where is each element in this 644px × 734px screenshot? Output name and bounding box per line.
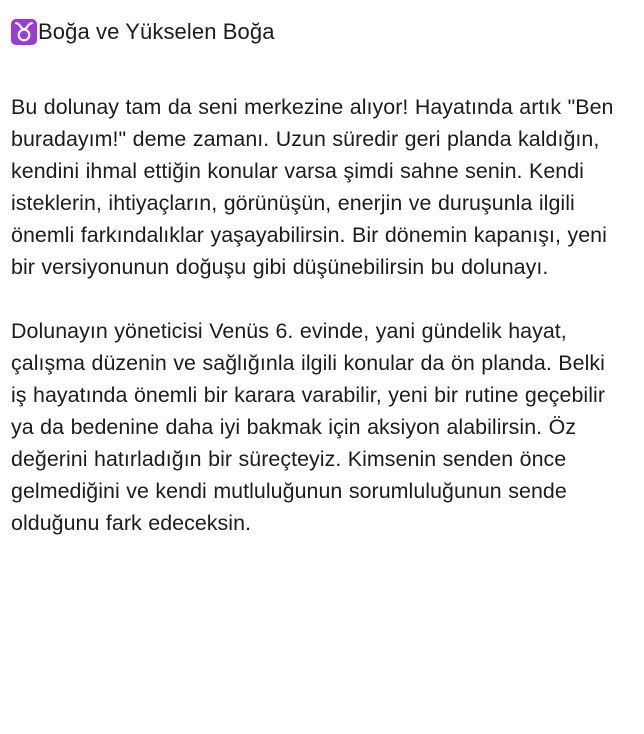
taurus-icon (11, 19, 37, 45)
paragraph-intro: Bu dolunay tam da seni merkezine alıyor! Hayatında artık "Ben buradayım!" deme zamanı. Uzun süredir geri planda kaldığın, kendini ihmal ettiğin konular varsa şimdi sahne senin. Kendi isteklerin, ihtiyaçların, görünüşün, enerjin ve duruşunla ilgili önemli farkındalıklar yaşayabilirsin. Bir dönemin kapanışı, yeni bir versiyonunun doğuşu gibi düşünebilirsin bu dolunayı. (11, 95, 614, 279)
paragraph-venus: Dolunayın yöneticisi Venüs 6. evinde, yani gündelik hayat, çalışma düzenin ve sağlığınla ilgili konular da ön planda. Belki iş hayatında önemli bir karara varabilir, yeni bir rutine geçebilir ya da bedenine daha iyi bakmak için aksiyon alabilirsin. Öz değerini hatırladığın bir süreçteyiz. Kimsenin senden önce gelmediğini ve kendi mutluluğunun sorumluluğunun sende olduğunu fark edeceksin. (11, 319, 605, 535)
header (11, 14, 622, 50)
page-title: Boğa ve Yükselen Boğa (38, 19, 275, 44)
